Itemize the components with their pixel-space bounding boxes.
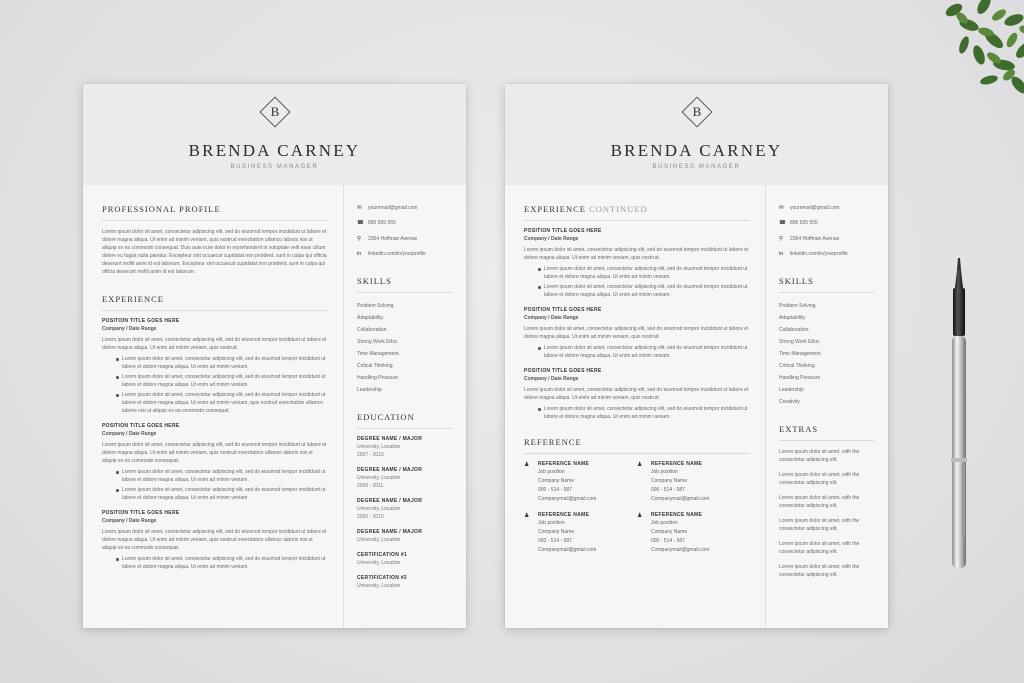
job-description: Lorem ipsum dolor sit amet, consectetur adipiscing elit, sed do eiusmod tempor incididunt ut labore et dolore magna aliqua. Ut enim ad minim veniam, quis nostrud. <box>102 337 327 351</box>
contact-item <box>779 200 874 216</box>
skill-item: Strong Work Ethic. <box>357 339 399 345</box>
contact-item <box>779 231 874 247</box>
skill-item: Critical Thinking. <box>357 363 394 369</box>
contact-text: 2364 Hoffman Avenue <box>790 235 840 242</box>
experience-list <box>102 318 328 571</box>
education-entry <box>357 498 452 521</box>
reference-detail: Job position <box>651 469 678 475</box>
column-divider <box>765 185 766 628</box>
extra-item: Lorem ipsum dolor sit amet, with the consectetur adipiscing elit. <box>779 495 860 509</box>
education-detail: University, Location <box>357 475 401 481</box>
job-bullets <box>122 555 328 571</box>
monogram-letter: B <box>692 104 701 119</box>
reference-detail: Job position <box>538 469 565 475</box>
job-bullets <box>544 344 750 360</box>
linkedin-icon: in <box>357 251 362 258</box>
job-description: Lorem ipsum dolor sit amet, consectetur adipiscing elit, sed do eiusmod tempor incididunt ut labore et dolore magna aliqua. Ut enim ad minim veniam, quis nostrud. <box>524 247 749 261</box>
profile-section-title: PROFESSIONAL PROFILE <box>102 204 328 221</box>
monogram-letter: B <box>270 104 279 119</box>
job-company: Company / Date Range <box>102 431 157 437</box>
job-title: POSITION TITLE GOES HERE <box>102 423 180 429</box>
main-column <box>524 204 750 563</box>
reference-detail: Company Name <box>538 529 575 535</box>
contact-text: linkedin.com/in/yourprofile <box>790 251 848 258</box>
reference-detail: Job position <box>538 520 565 526</box>
contact-text: 895 555 555 <box>368 220 396 227</box>
job-bullet: Lorem ipsum dolor sit amet, consectetur adipiscing elit, sed do eiusmod tempor incididunt ut labore et dolore magna aliqua. Ut enim ad minim veniam. <box>544 344 750 360</box>
skill-item: Critical Thinking. <box>779 363 816 369</box>
education-title: CERTIFICATION #2 <box>357 575 407 581</box>
experience-section-title: EXPERIENCE <box>102 294 328 311</box>
resume-name: BRENDA CARNEY <box>188 141 361 160</box>
contact-list <box>779 200 874 262</box>
person-icon: ♟ <box>524 461 530 468</box>
experience-list <box>524 228 750 421</box>
education-detail: University, Location <box>357 537 401 543</box>
education-entry <box>357 575 452 590</box>
skill-item: Handling Pressure <box>357 375 399 381</box>
job-bullet: Lorem ipsum dolor sit amet, consectetur adipiscing elit, sed do eiusmod tempor incididunt ut labore et dolore magna aliqua. Ut enim ad minim veniam. <box>122 555 328 571</box>
job-entry <box>102 318 328 415</box>
monogram-diamond <box>681 96 712 127</box>
skill-item: Strong Work Ethic. <box>779 339 821 345</box>
job-title: POSITION TITLE GOES HERE <box>102 510 180 516</box>
main-column <box>102 204 328 579</box>
skill-item: Problem Solving. <box>779 303 817 309</box>
job-company: Company / Date Range <box>524 315 579 321</box>
job-bullet: Lorem ipsum dolor sit amet, consectetur adipiscing elit, sed do eiusmod tempor incididunt ut labore et dolore magna aliqua. Ut enim ad minim veniam. <box>544 265 750 281</box>
reference-entry <box>524 461 637 504</box>
reference-detail: 000 - 514 - 587 <box>538 538 572 544</box>
skill-item: Leadership <box>357 387 382 393</box>
job-description: Lorem ipsum dolor sit amet, consectetur adipiscing elit, sed do eiusmod tempor incididunt ut labore et dolore magna aliqua. Ut enim ad minim veniam, quis nostrud exercitation ullamco laboris nisi ut aliquip ex ea commodo consequat. <box>102 442 327 464</box>
email-icon: ✉ <box>357 204 362 211</box>
location-pin-icon: ⚲ <box>779 235 784 242</box>
job-description: Lorem ipsum dolor sit amet, consectetur adipiscing elit, sed do eiusmod tempor incididunt ut labore et dolore magna aliqua. Ut enim ad minim veniam, quis nostrud exercitation ullamco laboris nisi ut aliquip ex ea commodo consequat. <box>102 529 327 551</box>
monogram-diamond <box>259 96 290 127</box>
skill-item: Collaboration. <box>779 327 810 333</box>
job-bullet: Lorem ipsum dolor sit amet, consectetur adipiscing elit, sed do eiusmod tempor incididunt ut labore et dolore magna aliqua. Ut enim ad minim veniam, quis nostrud exercitation ullamco laboris nisi ut aliquip ex ea commodo consequat. <box>122 391 328 415</box>
resume-header <box>83 84 466 185</box>
skill-item: Creativity <box>779 399 800 405</box>
extras-section-title: EXTRAS <box>779 424 874 441</box>
contact-text: linkedin.com/in/yourprofile <box>368 251 426 258</box>
plant-leaves-icon <box>894 0 1024 120</box>
job-entry <box>524 228 750 299</box>
contact-text: youremail@gmail.com <box>368 204 418 211</box>
reference-details <box>538 512 596 555</box>
experience-continued-title <box>524 204 750 221</box>
column-divider <box>343 185 344 628</box>
job-bullet: Lorem ipsum dolor sit amet, consectetur adipiscing elit, sed do eiusmod tempor incididunt ut labore et dolore magna aliqua. Ut enim ad minim veniam. <box>122 468 328 484</box>
resume-name: BRENDA CARNEY <box>610 141 783 160</box>
education-detail: 2007 - 2013 <box>357 452 384 458</box>
job-bullet: Lorem ipsum dolor sit amet, consectetur adipiscing elit, sed do eiusmod tempor incididunt ut labore et dolore magna aliqua. Ut enim ad minim veniam. <box>122 486 328 502</box>
job-bullet: Lorem ipsum dolor sit amet, consectetur adipiscing elit, sed do eiusmod tempor incididunt ut labore et dolore magna aliqua. Ut enim ad minim veniam. <box>122 355 328 371</box>
education-detail: University, Location <box>357 560 401 566</box>
extra-item: Lorem ipsum dolor sit amet, with the consectetur adipiscing elit. <box>779 518 860 532</box>
education-section-title: EDUCATION <box>357 412 452 429</box>
resume-page-2 <box>505 84 888 628</box>
reference-detail: Company Name <box>651 529 688 535</box>
contact-item <box>357 231 452 247</box>
contact-list <box>357 200 452 262</box>
job-title: POSITION TITLE GOES HERE <box>524 307 602 313</box>
profile-text: Lorem ipsum dolor sit amet, consectetur adipiscing elit, sed do eiusmod tempor incididunt ut labore et dolore magna aliqua. Ut enim ad minim veniam, quis nostrud exercitation ullamco laboris nisi ut aliquip ex ea commodo consequat. Duis aute irure dolor in reprehenderit in voluptate velit esse cillum dolore eu fugiat nulla pariatur. Excepteur sint occaecat cupidatat non proident, sunt in culpa qui officia deserunt mollit anim id est laborum. Excepteur sint occaecat cupidatat non proident, sunt in culpa qui officia deserunt mollit anim id est laborum. <box>102 229 327 275</box>
linkedin-icon: in <box>779 251 784 258</box>
education-detail: University, Location <box>357 506 401 512</box>
education-title: CERTIFICATION #1 <box>357 552 407 558</box>
reference-entry <box>524 512 637 555</box>
email-icon: ✉ <box>779 204 784 211</box>
contact-text: youremail@gmail.com <box>790 204 840 211</box>
reference-detail: 000 - 514 - 587 <box>651 487 685 493</box>
reference-detail: Companymail@gmail.com <box>651 547 710 553</box>
skills-list <box>357 300 452 396</box>
skills-list <box>779 300 874 408</box>
skill-item: Adaptability. <box>779 315 806 321</box>
skill-item: Time Management. <box>357 351 400 357</box>
reference-details <box>651 461 709 504</box>
extra-item: Lorem ipsum dolor sit amet, with the consectetur adipiscing elit. <box>779 449 860 463</box>
reference-detail: Companymail@gmail.com <box>538 496 597 502</box>
education-detail: 2005 - 2010 <box>357 514 384 520</box>
reference-entry <box>637 512 750 555</box>
education-list <box>357 436 452 590</box>
person-icon: ♟ <box>637 461 643 468</box>
job-bullet: Lorem ipsum dolor sit amet, consectetur adipiscing elit, sed do eiusmod tempor incididunt ut labore et dolore magna aliqua. Ut enim ad minim veniam. <box>122 373 328 389</box>
resume-header <box>505 84 888 185</box>
skills-section-title: SKILLS <box>779 276 874 293</box>
extra-item: Lorem ipsum dolor sit amet, with the consectetur adipiscing elit. <box>779 541 860 555</box>
pen-icon <box>948 258 972 578</box>
phone-icon: ☎ <box>779 220 786 227</box>
location-pin-icon: ⚲ <box>357 235 362 242</box>
skill-item: Adaptability. <box>357 315 384 321</box>
resume-page-1 <box>83 84 466 628</box>
reference-detail: 000 - 514 - 587 <box>538 487 572 493</box>
education-entry <box>357 529 452 544</box>
education-title: DEGREE NAME / MAJOR <box>357 436 423 442</box>
education-entry <box>357 467 452 490</box>
job-entry <box>524 368 750 421</box>
contact-text: 895 555 555 <box>790 220 818 227</box>
skill-item: Collaboration. <box>357 327 388 333</box>
skills-section-title: SKILLS <box>357 276 452 293</box>
education-title: DEGREE NAME / MAJOR <box>357 529 423 535</box>
job-title: POSITION TITLE GOES HERE <box>102 318 180 324</box>
reference-details <box>538 461 596 504</box>
education-detail: University, Location <box>357 583 401 589</box>
reference-detail: Companymail@gmail.com <box>651 496 710 502</box>
extras-list <box>779 448 874 579</box>
education-title: DEGREE NAME / MAJOR <box>357 498 423 504</box>
job-entry <box>102 510 328 571</box>
reference-name: REFERENCE NAME <box>538 512 590 518</box>
reference-list <box>524 461 750 563</box>
reference-detail: Companymail@gmail.com <box>538 547 597 553</box>
reference-detail: Company Name <box>538 478 575 484</box>
job-entry <box>524 307 750 360</box>
job-bullets <box>122 355 328 415</box>
job-bullet: Lorem ipsum dolor sit amet, consectetur adipiscing elit, sed do eiusmod tempor incididunt ut labore et dolore magna aliqua. Ut enim ad minim veniam. <box>544 283 750 299</box>
education-entry <box>357 436 452 459</box>
skill-item: Handling Pressure <box>779 375 821 381</box>
education-entry <box>357 552 452 567</box>
phone-icon: ☎ <box>357 220 364 227</box>
contact-text: 2364 Hoffman Avenue <box>368 235 418 242</box>
reference-entry <box>637 461 750 504</box>
job-company: Company / Date Range <box>524 376 579 382</box>
skill-item: Time Management. <box>779 351 822 357</box>
skill-item: Leadership <box>779 387 804 393</box>
contact-item <box>357 247 452 263</box>
reference-section-title: REFERENCE <box>524 437 750 454</box>
job-company: Company / Date Range <box>102 326 157 332</box>
job-company: Company / Date Range <box>524 236 579 242</box>
job-bullets <box>544 405 750 421</box>
experience-title: EXPERIENCE <box>524 204 586 214</box>
resume-role: BUSINESS MANAGER <box>652 164 741 170</box>
reference-name: REFERENCE NAME <box>538 461 590 467</box>
job-company: Company / Date Range <box>102 518 157 524</box>
resume-role: BUSINESS MANAGER <box>230 164 319 170</box>
reference-detail: 000 - 514 - 587 <box>651 538 685 544</box>
reference-detail: Job position <box>651 520 678 526</box>
side-column <box>357 204 452 598</box>
contact-item <box>779 247 874 263</box>
reference-detail: Company Name <box>651 478 688 484</box>
contact-item <box>779 216 874 232</box>
job-description: Lorem ipsum dolor sit amet, consectetur adipiscing elit, sed do eiusmod tempor incididunt ut labore et dolore magna aliqua. Ut enim ad minim veniam, quis nostrud. <box>524 387 749 401</box>
contact-item <box>357 200 452 216</box>
education-detail: University, Location <box>357 444 401 450</box>
person-icon: ♟ <box>524 512 530 519</box>
education-title: DEGREE NAME / MAJOR <box>357 467 423 473</box>
extra-item: Lorem ipsum dolor sit amet, with the consectetur adipiscing elit. <box>779 472 860 486</box>
side-column <box>779 204 874 586</box>
person-icon: ♟ <box>637 512 643 519</box>
job-bullet: Lorem ipsum dolor sit amet, consectetur adipiscing elit, sed do eiusmod tempor incididunt ut labore et dolore magna aliqua. Ut enim ad minim veniam. <box>544 405 750 421</box>
continued-label: CONTINUED <box>589 204 648 214</box>
extra-item: Lorem ipsum dolor sit amet, with the consectetur adipiscing elit. <box>779 564 860 578</box>
education-detail: 2006 - 2011 <box>357 483 384 489</box>
skill-item: Problem Solving. <box>357 303 395 309</box>
contact-item <box>357 216 452 232</box>
job-title: POSITION TITLE GOES HERE <box>524 228 602 234</box>
job-entry <box>102 423 328 502</box>
reference-name: REFERENCE NAME <box>651 461 703 467</box>
reference-name: REFERENCE NAME <box>651 512 703 518</box>
reference-details <box>651 512 709 555</box>
job-title: POSITION TITLE GOES HERE <box>524 368 602 374</box>
job-description: Lorem ipsum dolor sit amet, consectetur adipiscing elit, sed do eiusmod tempor incididunt ut labore et dolore magna aliqua. Ut enim ad minim veniam, quis nostrud. <box>524 326 749 340</box>
job-bullets <box>544 265 750 299</box>
job-bullets <box>122 468 328 502</box>
